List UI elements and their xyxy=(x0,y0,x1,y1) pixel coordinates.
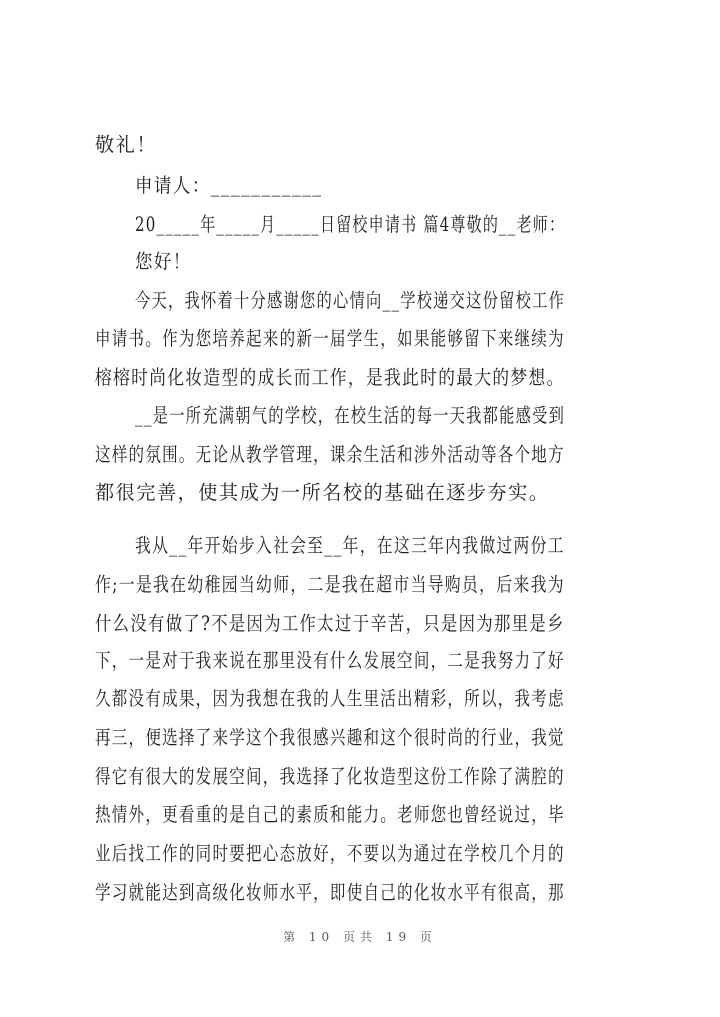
text-line: 我从__年开始步入社会至__年，在这三年内我做过两份工 xyxy=(135,534,565,557)
text-line: 得它有很大的发展空间，我选择了化妆造型这份工作除了满腔的 xyxy=(95,765,565,788)
text-line: 热情外，更看重的是自己的素质和能力。老师您也曾经说过，毕 xyxy=(95,803,565,826)
text-line: 这样的氛围。无论从教学管理，课余生活和涉外活动等各个地方 xyxy=(95,443,565,466)
text-line: 再三，便选择了来学这个我很感兴趣和这个很时尚的行业，我觉 xyxy=(95,726,565,749)
text-line: 学习就能达到高级化妆师水平，即使自己的化妆水平有很高，那 xyxy=(95,881,565,904)
text-line: 申请书。作为您培养起来的新一届学生，如果能够留下来继续为 xyxy=(95,327,565,350)
text-line: 今天，我怀着十分感谢您的心情向__学校递交这份留校工作 xyxy=(135,289,566,312)
text-line: 敬礼！ xyxy=(95,133,157,156)
text-line: 您好！ xyxy=(135,250,192,273)
text-line: 什么没有做了?不是因为工作太过于辛苦，只是因为那里是乡 xyxy=(95,612,565,635)
text-line: 下，一是对于我来说在那里没有什么发展空间，二是我努力了好 xyxy=(95,649,565,672)
text-line: 榕榕时尚化妆造型的成长而工作，是我此时的最大的梦想。 xyxy=(95,366,565,389)
text-line: 久都没有成果，因为我想在我的人生里活出精彩，所以，我考虑 xyxy=(95,687,565,710)
text-line: 都很完善，使其成为一所名校的基础在逐步夯实。 xyxy=(95,481,550,504)
text-line: 申请人：___________ xyxy=(135,174,323,197)
text-line: __是一所充满朝气的学校，在校生活的每一天我都能感受到 xyxy=(135,404,566,427)
text-line: 作;一是我在幼稚园当幼师，二是我在超市当导购员，后来我为 xyxy=(95,573,565,596)
page-footer: 第 10 页共 19 页 xyxy=(283,930,437,944)
text-line: 业后找工作的同时要把心态放好，不要以为通过在学校几个月的 xyxy=(95,842,565,865)
text-line: 20_____年_____月_____日留校申请书 篇4尊敬的__老师： xyxy=(135,213,566,236)
